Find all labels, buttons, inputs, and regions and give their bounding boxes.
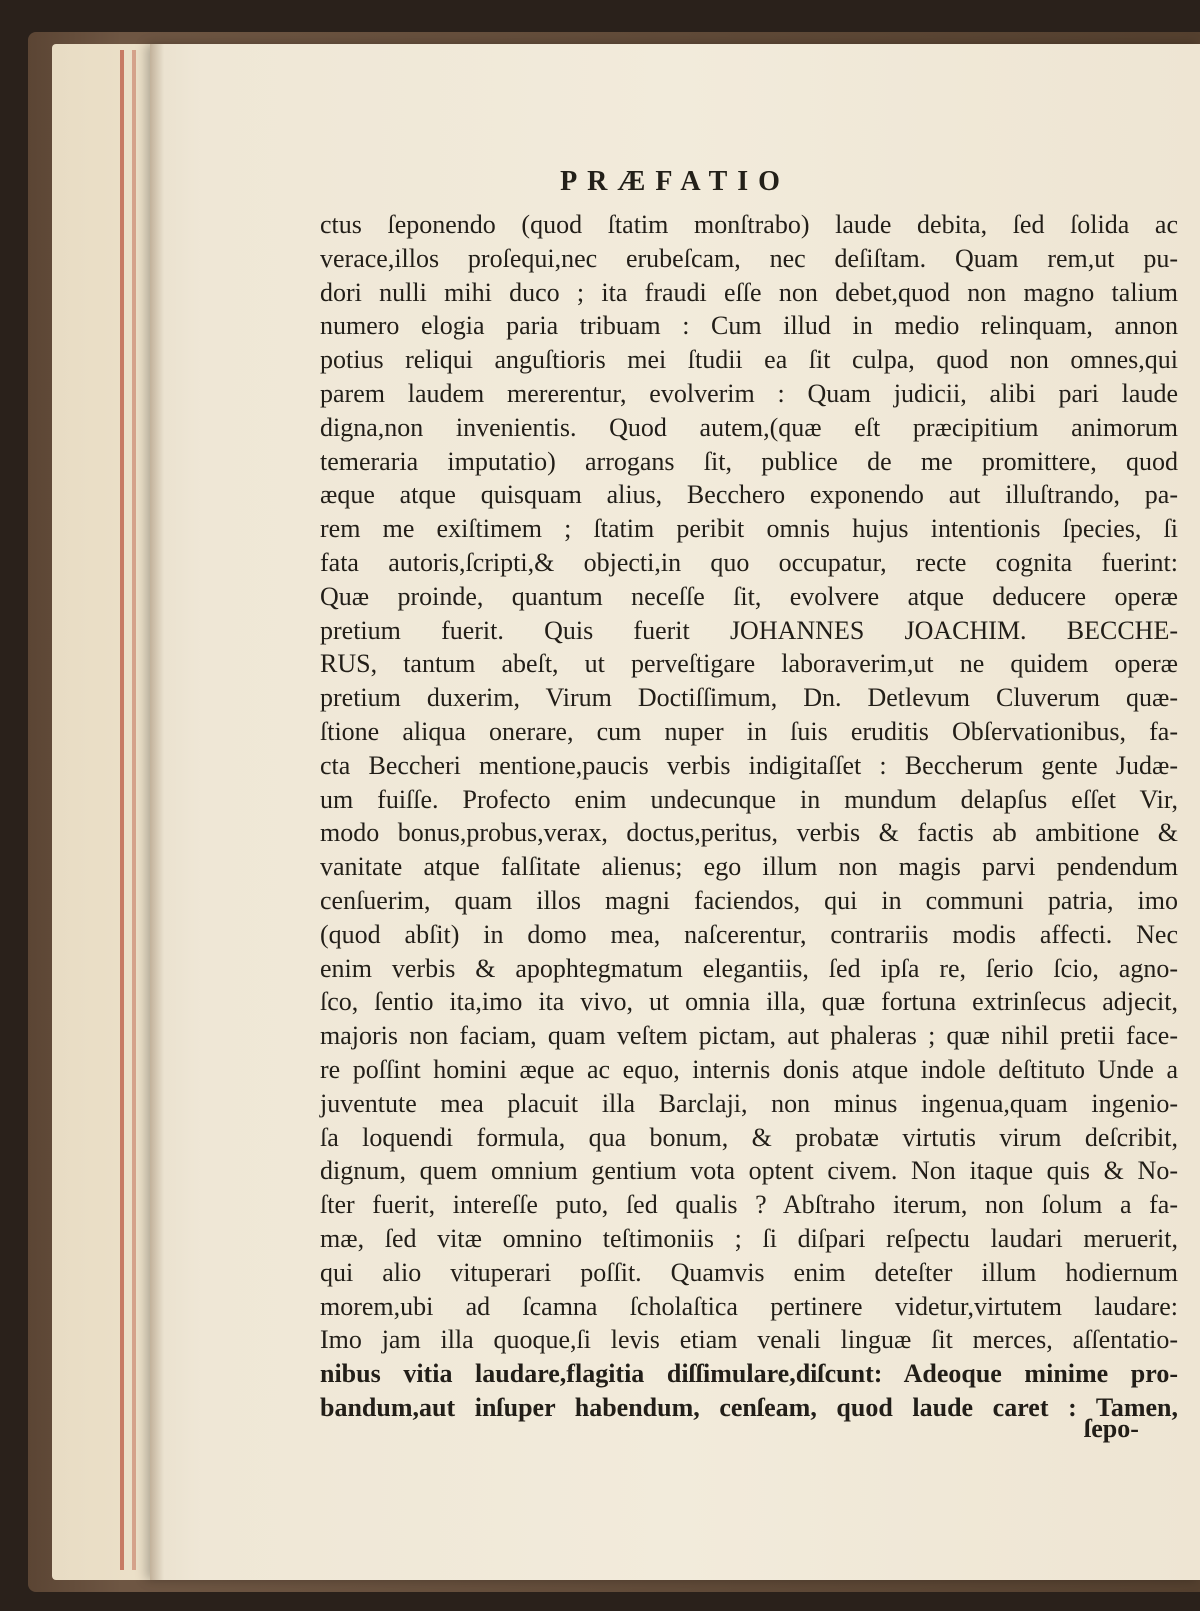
text-line: ctus ſeponendo (quod ſtatim monſtrabo) laude debita, ſed ſolida ac xyxy=(320,210,1178,239)
text-line: majoris non faciam, quam veſtem pictam, aut phaleras ; quæ nihil pretii face- xyxy=(320,1021,1178,1051)
text-line: dignum, quem omnium gentium vota optent civem. Non itaque quis & No- xyxy=(320,1156,1178,1186)
red-edge-stain xyxy=(120,50,124,1570)
text-line: pretium fuerit. Quis fuerit JOHANNES JOACHIM. BECCHE- xyxy=(320,615,1178,645)
text-line: um fuiſſe. Profecto enim undecunque in mundum delapſus eſſet Vir, xyxy=(320,784,1178,814)
text-line: ſco, ſentio ita,imo ita vivo, ut omnia illa, quæ fortuna extrinſecus adjecit, xyxy=(320,987,1178,1017)
text-line: numero elogia paria tribuam : Cum illud in medio relinquam, annon xyxy=(320,311,1178,341)
text-line: RUS, tantum abeſt, ut perveſtigare laboraverim,ut ne quidem operæ xyxy=(320,649,1178,679)
catchword: ſepo- xyxy=(1084,1414,1139,1443)
text-line: nibus vitia laudare,flagitia diſſimulare,diſcunt: Adeoque minime pro- xyxy=(320,1359,1178,1389)
text-line: cta Beccheri mentione,paucis verbis indigitaſſet : Beccherum gente Judæ- xyxy=(320,750,1178,780)
text-line: ſter fuerit, intereſſe puto, ſed qualis ? Abſtraho iterum, non ſolum a fa- xyxy=(320,1190,1178,1220)
text-line: (quod abſit) in domo mea, naſcerentur, contrariis modis affecti. Nec xyxy=(320,919,1178,949)
text-line: pretium duxerim, Virum Doctiſſimum, Dn. Detlevum Cluverum quæ- xyxy=(320,683,1178,713)
text-line: rem me exiſtimem ; ſtatim peribit omnis hujus intentionis ſpecies, ſi xyxy=(320,514,1178,544)
text-line: morem,ubi ad ſcamna ſcholaſtica pertinere videtur,virtutem laudare: xyxy=(320,1291,1178,1321)
text-line: re poſſint homini æque ac equo, internis donis atque indole deſtituto Unde a xyxy=(320,1054,1178,1084)
text-line: æque atque quisquam alius, Becchero exponendo aut illuſtrando, pa- xyxy=(320,480,1178,510)
body-text xyxy=(320,208,1178,1425)
text-line: potius reliqui anguſtioris mei ſtudii ea ſit culpa, quod non omnes,qui xyxy=(320,345,1178,375)
text-line: fata autoris,ſcripti,& objecti,in quo occupatur, recte cognita fuerint: xyxy=(320,547,1178,577)
text-line: cenſuerim, quam illos magni faciendos, qui in communi patria, imo xyxy=(320,885,1178,915)
running-head: PRÆFATIO xyxy=(560,166,790,197)
text-line: vanitate atque falſitate alienus; ego illum non magis parvi pendendum xyxy=(320,852,1178,882)
text-line: ſtione aliqua onerare, cum nuper in ſuis eruditis Obſervationibus, fa- xyxy=(320,716,1178,746)
text-line: ſa loquendi formula, qua bonum, & probatæ virtutis virum deſcribit, xyxy=(320,1122,1178,1152)
text-line: bandum,aut inſuper habendum, cenſeam, quod laude caret : Tamen, xyxy=(320,1392,1178,1422)
text-line: dori nulli mihi duco ; ita fraudi eſſe non debet,quod non magno talium xyxy=(320,277,1178,307)
text-line: verace,illos proſequi,nec erubeſcam, nec deſiſtam. Quam rem,ut pu- xyxy=(320,243,1178,273)
red-edge-stain xyxy=(132,50,136,1570)
text-line: Imo jam illa quoque,ſi levis etiam venali linguæ ſit merces, aſſentatio- xyxy=(320,1325,1178,1355)
text-line: enim verbis & apophtegmatum elegantiis, ſed ipſa re, ſerio ſcio, agno- xyxy=(320,953,1178,983)
page-gutter xyxy=(150,44,164,1580)
text-line: qui alio vituperari poſſit. Quamvis enim deteſter illum hodiernum xyxy=(320,1257,1178,1287)
text-line: Quæ proinde, quantum neceſſe ſit, evolvere atque deducere operæ xyxy=(320,581,1178,611)
text-line: juventute mea placuit illa Barclaji, non minus ingenua,quam ingenio- xyxy=(320,1088,1178,1118)
text-line: digna,non invenientis. Quod autem,(quæ eſt præcipitium animorum xyxy=(320,412,1178,442)
text-line: temeraria imputatio) arrogans ſit, publice de me promittere, quod xyxy=(320,446,1178,476)
text-line: modo bonus,probus,verax, doctus,peritus, verbis & factis ab ambitione & xyxy=(320,818,1178,848)
text-line: parem laudem mererentur, evolverim : Quam judicii, alibi pari laude xyxy=(320,378,1178,408)
text-line: mæ, ſed vitæ omnino teſtimoniis ; ſi diſpari reſpectu laudari meruerit, xyxy=(320,1223,1178,1253)
